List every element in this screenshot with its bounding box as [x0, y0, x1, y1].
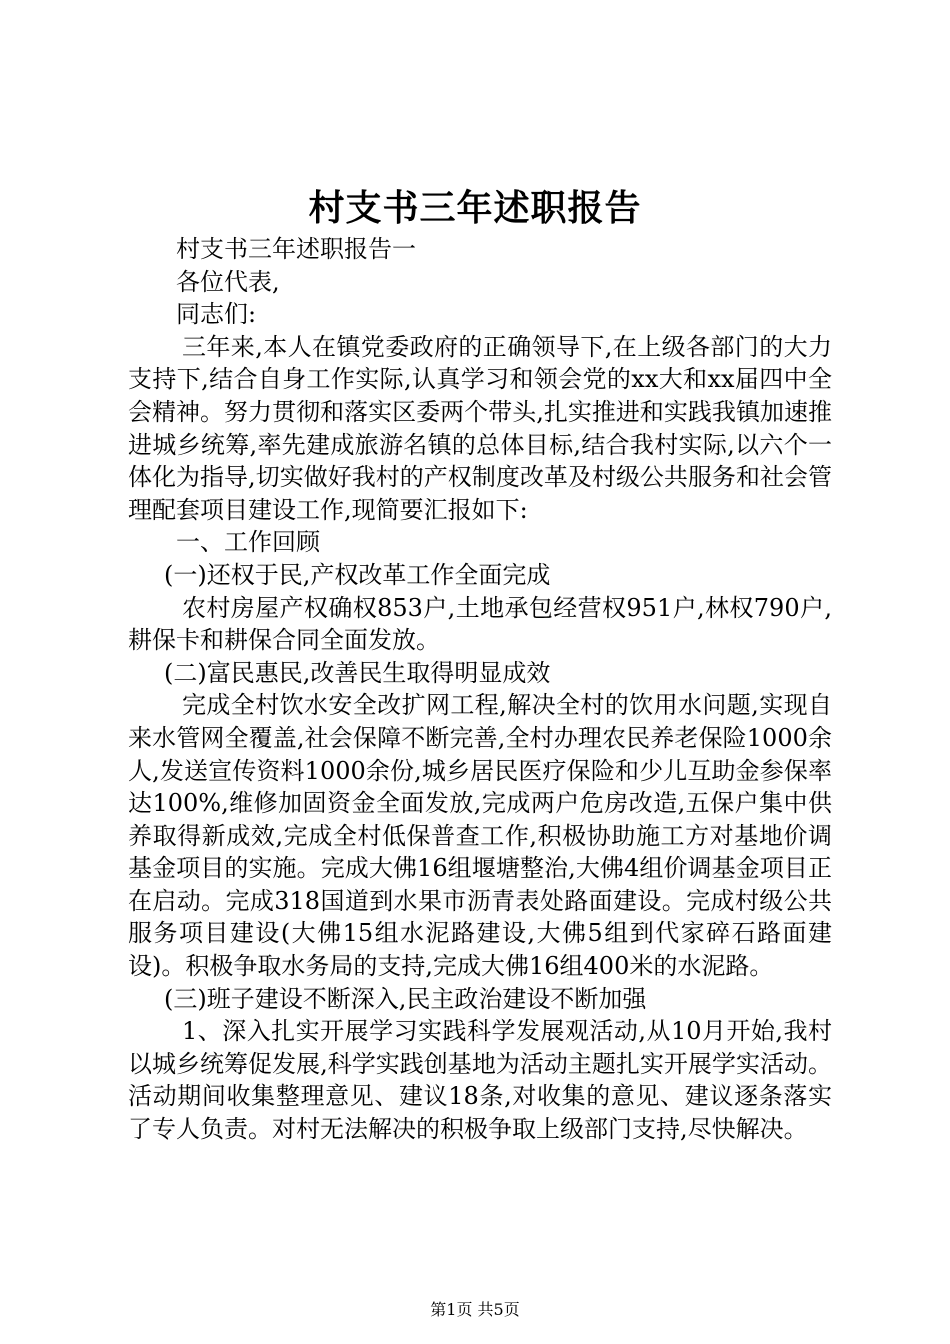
page-number-footer: 第1页 共5页	[430, 1300, 520, 1319]
subsection-heading: (一)还权于民,产权改革工作全面完成	[164, 560, 551, 589]
body-paragraph: 1、深入扎实开展学习实践科学发展观活动,从10月开始,我村以城乡统筹促发展,科学实践创基地为活动主题扎实开展学实活动。活动期间收集整理意见、建议18条,对收集的意见、建议逐条落实了专人负责。对村无法解决的积极争取上级部门支持,尽快解决。	[128, 1017, 832, 1144]
salutation-line: 同志们:	[176, 300, 257, 329]
section-heading: 一、工作回顾	[176, 528, 320, 557]
body-paragraph: 农村房屋产权确权853户,土地承包经营权951户,林权790户,耕保卡和耕保合同全面发放。	[128, 593, 832, 655]
document-body	[128, 233, 832, 1146]
document-title: 村支书三年述职报告	[308, 187, 642, 229]
subsection-heading: (三)班子建设不断深入,民主政治建设不断加强	[164, 984, 647, 1013]
subsection-heading: (二)富民惠民,改善民生取得明显成效	[164, 658, 551, 687]
body-paragraph: 三年来,本人在镇党委政府的正确领导下,在上级各部门的大力支持下,结合自身工作实际,认真学习和领会党的xx大和xx届四中全会精神。努力贯彻和落实区委两个带头,扎实推进和实践我镇加速推进城乡统筹,率先建成旅游名镇的总体目标,结合我村实际,以六个一体化为指导,切实做好我村的产权制度改革及村级公共服务和社会管理配套项目建设工作,现简要汇报如下:	[128, 332, 832, 524]
body-paragraph: 完成全村饮水安全改扩网工程,解决全村的饮用水问题,实现自来水管网全覆盖,社会保障不断完善,全村办理农民养老保险1000余人,发送宣传资料1000余份,城乡居民医疗保险和少儿互助金参保率达100%,维修加固资金全面发放,完成两户危房改造,五保户集中供养取得新成效,完成全村低保普查工作,积极协助施工方对基地价调基金项目的实施。完成大佛16组堰塘整治,大佛4组价调基金项目正在启动。完成318国道到水果市沥青表处路面建设。完成村级公共服务项目建设(大佛15组水泥路建设,大佛5组到代家碎石路面建设)。积极争取水务局的支持,完成大佛16组400米的水泥路。	[128, 691, 832, 981]
salutation-line: 各位代表,	[176, 267, 280, 296]
section-heading: 村支书三年述职报告一	[176, 235, 416, 263]
